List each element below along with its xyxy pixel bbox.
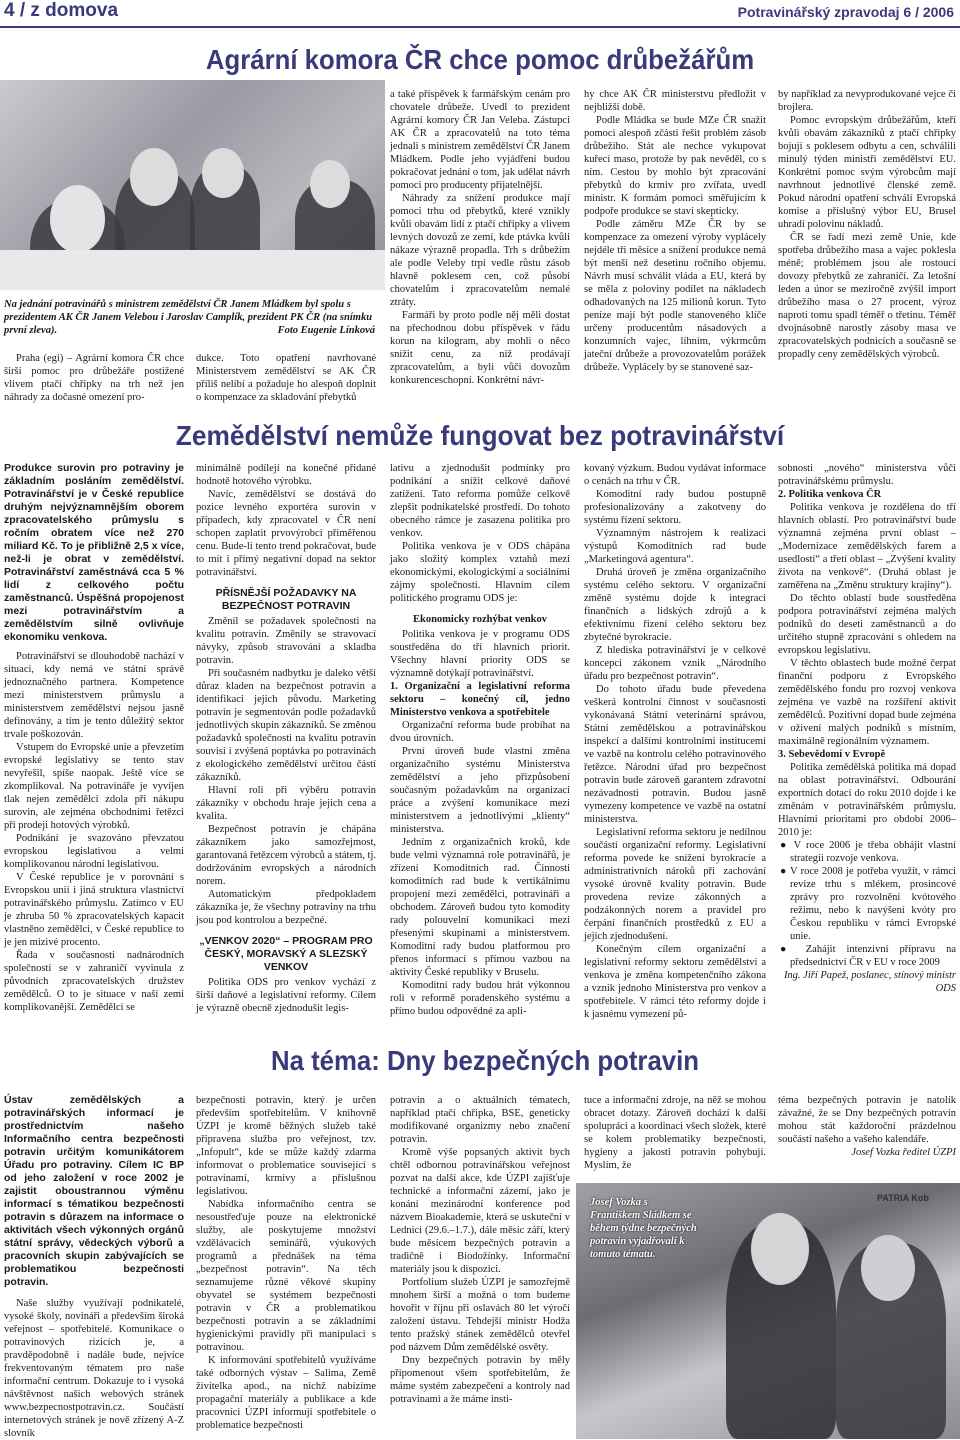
bullet-item: ● V roce 2008 je potřeba využít, v rámci revize trhu s mlékem, prosincové zprávy pro rozvolnění kvótového režimu, nebo k navýšení kvóty pro Českou republiku v rámci Evropské unie.	[780, 866, 957, 942]
paragraph: bezpečnosti potravin, který je určen především spotřebitelům. V knihovně ÚZPI je kromě běžných služeb také připravena služba pro veřejnost, tzv. „Infopult“, kde se může každý zdarma informovat o problematice související s potravinami, krmivy a příslušnou legislativou.	[196, 1095, 376, 1197]
paragraph: Do tohoto úřadu bude převedena veškerá kontrolní činnost v současnosti vykonávaná Státní veterinární správou, Státní zemědělskou a potravinářskou inspekcí a dalšími kontrolními institucemi ve vazbě na kontrolu celého potravinového řetězce. Národní úřad pro bezpečnost potravin bude zároveň garantem zdravotní nezávadnosti potravin. Budou jasně vymezeny kompetence ve vazbě na ostatní ministerstva.	[584, 684, 766, 825]
paragraph: Politika venkova je v ODS chápána jako složitý komplex vztahů mezi ekonomickými, ekologickými a sociálními zájmy společnosti. Hlavním cílem politického programu ODS je:	[390, 541, 570, 604]
article3-col2	[196, 1094, 376, 1432]
paragraph: Druhá úroveň je změna organizačního systému celého sektoru. V organizační změně systému dojde k integraci finančních a lidských zdrojů a k efektivnímu řízení celého sektoru bez zbytečné byrokracie.	[584, 567, 766, 643]
paragraph: hy chce AK ČR ministerstvu předložit v nejbližší době.	[584, 89, 766, 113]
article1-col5	[778, 88, 956, 361]
article3-col3	[390, 1094, 570, 1406]
subheading: „VENKOV 2020“ – PROGRAM PRO ČESKÝ, MORAVSKÝ A SLEZSKÝ VENKOV	[199, 935, 373, 973]
photo-background-sign: PATRIA Kob	[877, 1193, 929, 1203]
person-head	[50, 185, 105, 253]
article3-lead: Ústav zemědělských a potravinářských informací je prostřednictvím našeho Informačního centra bezpečnosti potravin určitým komunikátorem Úřadu pro potraviny. Cílem IC BP od jeho založení v roce 2002 je zajistit oboustrannou výměnu informací s tématikou bezpečnosti potravin s důrazem na informace o aktivitách všech výkonných orgánů státní správy, vědeckých výborů a pracovních skupin zabývajících se problematikou bezpečnosti potravin.	[4, 1094, 184, 1288]
paragraph: Naše služby využívají podnikatelé, vysoké školy, novináři a především široká veřejnost – spotřebitelé. Komunikace o potravinových rizicích je, a pravděpodobně i nadále bude, nejvíce frekventovaným tématem pro naše informační centrum. Dokazuje to i vysoká návštěvnost našich webových stránek www.bezpecnostpotravin.cz. Součástí internetových stránek je nově zřízený A-Z slovník	[4, 1298, 184, 1439]
paragraph: by například za nevyprodukované vejce či brojlera.	[778, 89, 956, 113]
paragraph: Jedním z organizačních kroků, kde bude velmi významná role potravinářů, je zřízení Komoditních rad. Činnosti komoditních rad bude k vertikálnímu propojení mezi zemědělci, potravináři a obchodem. Zároveň budou tyto komodity rady polouvelní komunikaci mezi přesenými skupinami a ministerstvem. Komoditní rady budou platformou pro přenos informací s přímou vazbou na aktivity České republiky v Bruselu.	[390, 837, 570, 978]
paragraph: Kromě výše popsaných aktivit bych chtěl odbornou potravinářskou veřejnost pozvat na další akce, kde ÚZPI zajišťuje technické a informační zázemí, jako je konání mezinárodní konference pod názvem Bioakademie, která se uskuteční v Lednici (29.6.–1.7.), dále měsíc září, který bude měsícem bezpečných potravin a tradičně i Biodožínky. Informační materiály jsou k dispozici.	[390, 1147, 570, 1275]
paragraph: Politika zemědělská politika má dopad na oblast potravinářství. Odbourání exportních dotací do roku 2010 dojde i ke změnám v potravinářském průmyslu. Hlavními prioritami pro období 2006–2010 je:	[778, 762, 956, 838]
bullet-item: ● V roce 2006 je třeba obhájit vlastní strategii rozvoje venkova.	[780, 840, 957, 864]
article3-col5	[778, 1094, 956, 1159]
paragraph: téma bezpečných potravin je natolik závažné, že se Dny bezpečných potravin mohou stát každoroční prázdelnou součástí našeho a vašeho kalendáře.	[778, 1095, 956, 1145]
paragraph: a také příspěvek k farmářským cenám pro chovatele drůbeže. Uvedl to prezident Agrární komory ČR Jan Veleba. Zástupci AK ČR a zpracovatelů na toto téma jednali s ministrem zemědělství ČR Janem Mládkem. Podle jeho vyjádření budou pokračovat jednání o tom, jak udělat návrh pomoci pro producenty přijatelnější.	[390, 89, 570, 191]
numbered-heading: 1. Organizační a legislativní reforma sektoru – konečný cíl, jedno Ministerstvo venkova a spotřebitele	[390, 681, 570, 718]
article2-col1	[4, 650, 184, 1014]
article1-col2	[196, 352, 376, 404]
paragraph: Politika venkova je v programu ODS soustředěna do tří hlavních priorit. Všechny hlavní priority ODS se významně dotýkají potravinářství.	[390, 629, 570, 679]
person-head	[202, 148, 244, 198]
paragraph: ČR se řadí mezi země Unie, kde spotřeba drůbežího masa a vajec poklesla méně; problémem jsou ale rostoucí dovozy přebytků ze zahraničí. Za letošní leden a únor se meziročně zvýšil import drůbežího masa o 27 procent, výroz naproti tomu spadl téměř o třetinu. Téměř dvojnásobně narostly zásoby masa ve zpracovatelských podnicích a současně se propadly ceny zemědělských výrobců.	[778, 232, 956, 360]
paragraph: Podle Mládka se bude MZe ČR snažit pomoci alespoň zčásti řešit problém zásob drůbežího. Stát ale nechce vykupovat kuřecí maso, protože by pak nevěděl, co s ním. Cestou by mohlo být zpracování přebytků do krmiv pro zvířata, uvedl ministr. K formám pomoci směřujícím k podpoře produkce se staví skepticky.	[584, 115, 766, 217]
article1-col1	[4, 352, 184, 404]
bullet-text: V roce 2008 je potřeba využít, v rámci revize trhu s mlékem, prosincové zprávy pro rozvolnění kvótového režimu, nebo k navýšení kvóty pro Českou republiku v rámci Evropské unie.	[789, 866, 957, 942]
paragraph: Potravinářství se dlouhodobě nachází v situaci, kdy nemá ve státní správě jednoznačného partnera. Kompetence mezi ministerstvem průmyslu a ministerstvem zemědělství nejsou jasně definovány, a tím je tento důležitý sektor trvale poškozován.	[4, 651, 184, 740]
paragraph: dukce. Toto opatření navrhované Ministerstvem zemědělství se AK ČR příliš nelíbí a požaduje ho alespoň doplnit o kompenzace za skladování přebytků	[196, 353, 376, 403]
photo-caption: Na jednání potravinářů s ministrem zemědělství ČR Janem Mládkem byl spolu s prezidentem AK ČR Janem Velebou i Jaroslav Camplík, prezident PK ČR (na snímku první zleva).	[4, 299, 373, 336]
paragraph: Komoditní rady budou hrát výkonnou roli v reformě poradenského systému a přímo budou odpovědné za apli-	[390, 980, 570, 1017]
paragraph: Bezpečnost potravin je chápána zákazníkem jako samozřejmost, garantovaná řetězcem výrobců a státem, tj. dodržováním evropských a národních norem.	[196, 824, 376, 887]
article1-title: Agrární komora ČR chce pomoc drůbežářům	[205, 44, 755, 75]
paragraph: Podnikání je svazováno převzatou evropskou legislativou a velmi komplikovanou národní legislativou.	[4, 833, 184, 870]
paragraph: Změnil se požadavek společnosti na kvalitu potravin. Změnily se stravovací návyky, způsob stravování a skladba potravin.	[196, 616, 376, 666]
author-signature: Josef Vozka ředitel ÚZPI	[851, 1147, 956, 1158]
paragraph: minimálně podílejí na konečné přidané hodnotě hotového výrobku.	[196, 463, 376, 487]
person-head	[310, 160, 350, 208]
person-head	[130, 148, 178, 206]
table-surface	[0, 250, 385, 290]
paragraph: tuce a informační zdroje, na něž se mohou obracet dotazy. Zároveň dochází k další spolupráci a koordinaci všech složek, které se kolem problematiky bezpečnosti, hygieny a jakosti potravin pohybují. Myslím, že	[584, 1095, 766, 1171]
paragraph: Hlavní roli při výběru potravin zákazníky v obchodu hraje jejich cena a kvalita.	[196, 785, 376, 822]
subheading: Ekonomicky rozhýbat venkov	[413, 614, 547, 625]
paragraph: Farmáři by proto podle něj měli dostat na přechodnou dobu příspěvek v řádu korun na kilogram, aby mohli o něco snížit cenu, za níž prodávají zpracovatelům, a byli vůči dovozům konkurenceschopní. Konkrétní návr-	[390, 310, 570, 386]
article2-col3	[390, 462, 570, 1018]
paragraph: Politika venkova je rozdělena do tří hlavních oblastí. Pro potravinářství bude významná zejména první oblast – „Modernizace zemědělských farem a usedlostí“ a třetí oblast – „Zvýšení kvality života na venkově“. (Druhá oblast je zaměřena na „Změnu struktury krajiny“).	[778, 502, 956, 591]
paragraph: Organizační reforma bude probíhat na dvou úrovních.	[390, 720, 570, 744]
article2-col5	[778, 462, 956, 995]
article2-col2	[196, 462, 376, 1015]
numbered-heading: 2. Politika venkova ČR	[778, 489, 882, 500]
paragraph: kovaný výzkum. Budou vydávat informace o cenách na trhu v ČR.	[584, 463, 766, 487]
paragraph: Náhrady za snížení produkce mají pomoci trhu od přebytků, které vznikly kvůli obavám lidí z ptačí chřipky a vlivem levných dovozů ze zemí, kde ptávka kvůli nákaze výrazně propadla. Trh s drůbežím ale podle Veleby trpí vedle růstu zásob hlavně poklesem cen, což působí chovatelům i zpracovatelům nemalé ztráty.	[390, 193, 570, 308]
paragraph: Legislativní reforma sektoru je nedílnou součástí organizační reformy. Legislativní reforma povede ke snížení byrokracie a administrativních nároků při zachování vysoké úrovně kvality potravin. Bude provedena revize zákonných a podzákonných norem a pravidel pro čerpání finančních prostředků z EU a jejich zjednodušení.	[584, 827, 766, 942]
publication-issue: Potravinářský zpravodaj 6 / 2006	[737, 4, 954, 20]
bullet-text: Zahájit intenzivní přípravu na předsednictví ČR v EU v roce 2009	[790, 944, 956, 968]
article2-title: Zemědělství nemůže fungovat bez potravinářství	[175, 420, 785, 451]
article1-col3	[390, 88, 570, 387]
section-label: 4 / z domova	[4, 0, 119, 21]
paragraph: Z hlediska potravinářství je v celkové koncepci zákonem vznik „Národního úřadu pro bezpečnost potravin“.	[584, 645, 766, 682]
author-signature: Ing. Jiří Papež, poslanec, stínový ministr ODS	[783, 970, 956, 994]
person-head	[861, 1235, 915, 1301]
article3-col4	[584, 1094, 766, 1172]
paragraph: Komoditní rady budou postupně profesionalizovány a zakotveny do systému řízení sektoru.	[584, 489, 766, 526]
paragraph: V České republice je v porovnání s Evropskou unií i jiná struktura vlastnictví potravinářského průmyslu. Zatímco v EU je zhruba 50 % zpracovatelských kapacit vlastněno zemědělci, v České republice to je jen mizivé procento.	[4, 872, 184, 948]
paragraph: Řada v současnosti nadnárodních společností se v zahraničí vyvinula z původních zpracovatelských družstev zemědělců. O to je situace v naší zemi komplikovanější. Zemědělci se	[4, 950, 184, 1013]
paragraph: Nabídka informačního centra se nesoustřeďuje pouze na elektronické služby, ale poskytujeme množství vzdělávacích seminářů, výukových programů a přednášek na téma „bezpečnost potravin“. Na těch seznamujeme různé věkové skupiny obyvatel se systémem bezpečnosti potravin v ČR a problematikou bezpečnosti potravin a se základními hygienickými pravidly při manipulaci s potravinou.	[196, 1199, 376, 1353]
numbered-heading: 3. Sebevědomí v Evropě	[778, 749, 886, 760]
article2-lead: Produkce surovin pro potraviny je základním posláním zemědělství. Potravinářství je v České republice druhým nejvýznamnějším oborem zpracovatelského průmyslu s ročním obratem více než 270 miliard Kč. To je přibližně 2,5 x více, než-li je obrat v zemědělství. Potravinářství zaměstnává cca 5 % lidí z celkového počtu zaměstnanců. Úspěšná propojenost mezi potravinářstvím a zemědělstvím silně ovlivňuje ekonomiku venkova.	[4, 462, 184, 643]
paragraph: Portfolium služeb ÚZPI je samozřejmě mnohem širší a možná o tom budeme hovořit v říjnu při oslavách 80 let výročí založení ústavu. Tehdejší ministr Hodža tento pražský stánek zemědělců otevřel pod názvem Dům zemědělské osvěty.	[390, 1277, 570, 1353]
article3-col1	[4, 1297, 184, 1440]
person-head	[751, 1213, 809, 1285]
article2-col4	[584, 462, 766, 1021]
paragraph: Pomoc evropským drůbežářům, kteří kvůli obavám zákazníků z ptačí chřipky bojují s poklesem odbytu a cen, schválili minulý týden ministři zemědělství EU. Konkrétní pomoc svým výrobcům mají navrhnout jednotlivé členské země. Pokud národní opatření schválí Evropská komise a příslušný výbor EU, Brusel uhradí polovinu nákladů.	[778, 115, 956, 230]
paragraph: První úroveň bude vlastní změna organizačního systému Ministerstva zemědělství a jeho přizpůsobení současným požadavkům na organizaci práce a zvýšení komunikace mezi ministerstvem a jednotlivými „klienty“ ministerstva.	[390, 746, 570, 835]
paragraph: Do těchto oblastí bude soustředěna podpora potravinářství zejména malých podniků do deseti zaměstnanců a do určitého stupně zpracování s ohledem na evropskou legislativu.	[778, 593, 956, 656]
paragraph: Politika ODS pro venkov vychází z širší daňové a legislativní reformy. Cílem je výrazně obecně zjednodušit legis-	[196, 977, 376, 1014]
paragraph: V těchto oblastech bude možné čerpat finanční podporu z Evropského zemědělského fondu pro rozvoj venkova zejména ve vazbě na rozšíření aktivit zemědělců. Pozitivní dopad bude zejména v oživení malých podniků s místním, maximálně regionálním významem.	[778, 658, 956, 747]
header-divider	[0, 26, 960, 28]
paragraph: Praha (egi) – Agrární komora ČR chce širší pomoc pro drůbežáře postižené vlivem ptačí chřipky na trh než jen náhrady za dočasné omezení pro-	[4, 353, 184, 403]
photo-credit: Foto Eugenie Línková	[277, 325, 375, 336]
paragraph: Významným nástrojem k realizaci výstupů Komoditních rad bude „Marketingová agentura“.	[584, 528, 766, 565]
bullet-text: V roce 2006 je třeba obhájit vlastní strategii rozvoje venkova.	[790, 840, 957, 864]
paragraph: Podle záměru MZe ČR by se kompenzace za omezení výroby vyplácely nejdéle tři měsíce a snížení produkce nemá být menší než desetinu ročního objemu. Návrh musí schválit vláda a EU, která by se měla z poloviny podílet na nákladech odhadovaných na 125 milionů korun. Tyto peníze mají být podle stanoveného klíče určeny producentům násadových a konzumních vajec, líhním, výkrmcům jateční drůbeže a provozovatelům porážek drůbeže. Vyplácely by se stanovené saz-	[584, 219, 766, 373]
photo-caption: Josef Vozka s Františkem Sládkem se během týdne bezpečných potravin vyjadřovali k tomuto tématu.	[590, 1197, 697, 1260]
subheading: PŘÍSNĚJŠÍ POŽADAVKY NA BEZPEČNOST POTRAVIN	[215, 587, 357, 612]
bullet-item: ● Zahájit intenzivní přípravu na předsednictví ČR v EU v roce 2009	[780, 944, 956, 968]
paragraph: Konečným cílem organizační a legislativní reformy sektoru zemědělství a venkova je změna kompetenčního zákona a vznik jednoho Ministerstva pro venkov a spotřebitele. V rámci této reformy dojde i k jasnému vymezení pů-	[584, 944, 766, 1020]
paragraph: sobnosti „nového“ ministerstva vůči potravinářskému průmyslu.	[778, 463, 956, 487]
paragraph: Dny bezpečných potravin by měly připomenout všem spotřebitelům, že máme systém zabezpečení a kontroly nad potravinami a že máme insti-	[390, 1355, 570, 1405]
paragraph: Vstupem do Evropské unie a převzetím evropské legislativy se tento stav nevyřešil, spíše naopak. Ještě více se zkomplikoval. Na potravináře je vyvíjen tlak nejen zemědělci zdola při nákupu surovin, ale zejména obchodními řetězci při prodeji hotových výrobků.	[4, 742, 184, 831]
paragraph: K informování spotřebitelů využíváme také odborných výstav – Salima, Země živitelka apod., na nichž nabízíme propagační materiály a publikace a kde pracovníci ÚZPI informují spotřebitele o problematice bezpečnosti	[196, 1355, 376, 1431]
paragraph: Automatickým předpokladem zákazníka je, že všechny potraviny na trhu jsou pod kontrolou a bezpečné.	[196, 889, 376, 926]
meeting-photo	[0, 80, 385, 290]
article3-title: Na téma: Dny bezpečných potravin	[270, 1045, 700, 1076]
article1-col4	[584, 88, 766, 374]
paragraph: Navíc, zemědělství se dostává do pozice levného exportéra surovin v případech, kdy zpracovatel v ČR není schopen zaplatit prvovýrobci přiměřenou cenu. Bude-li tento trend pokračovat, bude to mít i přímý negativní dopad na sektor potravinářství.	[196, 489, 376, 578]
paragraph: lativu a zjednodušit podmínky pro podnikání a snížit celkové daňové zatížení. Tato reforma pomůže celkově zlepšit podnikatelské prostředí. Do tohoto obecného rámce je zasazena politika pro venkov.	[390, 463, 570, 539]
paragraph: potravin a o aktuálních tématech, například ptačí chřipka, BSE, geneticky modifikované organizmy nebo značení potravin.	[390, 1095, 570, 1145]
paragraph: Při současném nadbytku je daleko větší důraz kladen na bezpečnost potravin a identifikaci jejich původu. Marketing potravin je segmentován podle požadavků jednotlivých skupin zákazníků. Se změnou požadavků společnosti na kvalitu potravin souvisí i zvýšená poptávka po potravinách z ekologického zemědělství určitou částí zákazníků.	[196, 668, 376, 783]
